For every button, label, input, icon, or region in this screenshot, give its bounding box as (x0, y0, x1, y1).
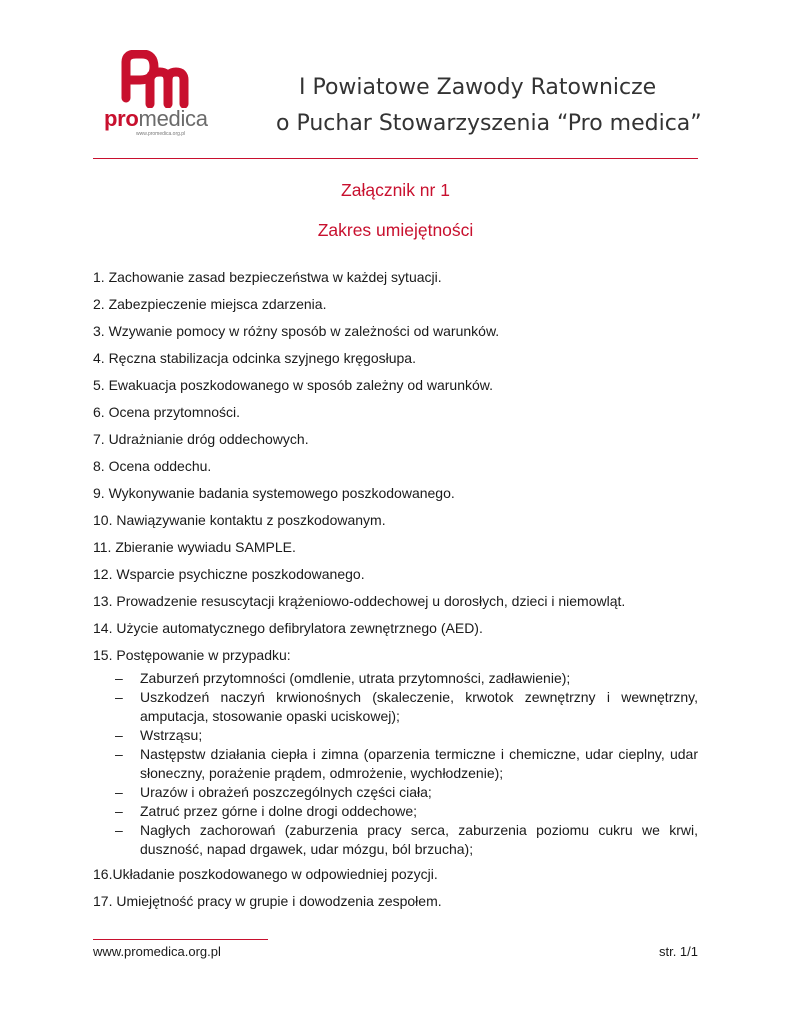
header-title-line1: I Powiatowe Zawody Ratownicze (299, 75, 657, 100)
list-item: 7. Udrażnianie dróg oddechowych. (93, 431, 309, 447)
logo-url: www.promedica.org.pl (136, 131, 186, 137)
list-item: 15. Postępowanie w przypadku: (93, 647, 291, 663)
sub-list-item (115, 802, 698, 821)
list-item: 6. Ocena przytomności. (93, 404, 241, 420)
sub-list-item-text: Zatruć przez górne i dolne drogi oddechowe; (140, 803, 418, 819)
sub-list-item (115, 783, 698, 802)
logo-word-medica: medica (138, 106, 208, 131)
footer-divider (93, 939, 268, 940)
page-number: str. 1/1 (658, 944, 698, 959)
sub-list-item (115, 726, 698, 745)
sub-list-item (115, 669, 698, 688)
annex-subtitle: Zakres umiejętności (317, 220, 474, 240)
dash-bullet: – (115, 727, 123, 743)
dash-bullet: – (115, 670, 123, 686)
list-item: 16.Układanie poszkodowanego w odpowiedniej pozycji. (93, 866, 438, 882)
sub-list-item (115, 821, 698, 859)
dash-bullet: – (115, 689, 123, 705)
sub-list-item-text: Zaburzeń przytomności (omdlenie, utrata przytomności, zadławienie); (140, 670, 571, 686)
logo-word-pro: pro (104, 106, 139, 131)
sub-list-item-text: Następstw działania ciepła i zimna (oparzenia termiczne i chemiczne, udar cieplny, udar słoneczny, porażenie prądem, odmrożenie, wychłodzenie); (140, 746, 698, 781)
list-item: 12. Wsparcie psychiczne poszkodowanego. (93, 566, 365, 582)
dash-bullet: – (115, 822, 123, 838)
sub-list-item (115, 745, 698, 783)
header-title-line2: o Puchar Stowarzyszenia “Pro medica” (276, 111, 702, 136)
list-item: 4. Ręczna stabilizacja odcinka szyjnego kręgosłupa. (93, 350, 416, 366)
skills-list (93, 268, 698, 919)
promedica-logo (104, 50, 208, 140)
list-item: 3. Wzywanie pomocy w różny sposób w zależności od warunków. (93, 323, 500, 339)
list-item: 1. Zachowanie zasad bezpieczeństwa w każdej sytuacji. (93, 269, 442, 285)
list-item: 9. Wykonywanie badania systemowego poszkodowanego. (93, 485, 455, 501)
sub-list-item-text: Uszkodzeń naczyń krwionośnych (skaleczenie, krwotok zewnętrzny i wewnętrzny, amputacja, stosowanie opaski uciskowej); (140, 689, 698, 724)
list-item: 5. Ewakuacja poszkodowanego w sposób zależny od warunków. (93, 377, 494, 393)
sub-list-item-text: Nagłych zachorowań (zaburzenia pracy serca, zaburzenia poziomu cukru we krwi, duszność, napad drgawek, udar mózgu, ból brzucha); (140, 822, 698, 857)
document-header-title (276, 70, 702, 142)
list-item: 11. Zbieranie wywiadu SAMPLE. (93, 539, 296, 555)
sub-list-item (115, 688, 698, 726)
list-item: 17. Umiejętność pracy w grupie i dowodzenia zespołem. (93, 893, 442, 909)
dash-bullet: – (115, 746, 123, 762)
list-item: 2. Zabezpieczenie miejsca zdarzenia. (93, 296, 327, 312)
list-item: 14. Użycie automatycznego defibrylatora zewnętrznego (AED). (93, 620, 483, 636)
sub-list (115, 669, 698, 859)
footer-url: www.promedica.org.pl (93, 944, 221, 959)
dash-bullet: – (115, 784, 123, 800)
sub-list-item-text: Wstrząsu; (140, 727, 203, 743)
pm-monogram-icon (116, 50, 191, 108)
list-item: 8. Ocena oddechu. (93, 458, 212, 474)
sub-list-item-text: Urazów i obrażeń poszczególnych części ciała; (140, 784, 432, 800)
dash-bullet: – (115, 803, 123, 819)
list-item: 13. Prowadzenie resuscytacji krążeniowo-oddechowej u dorosłych, dzieci i niemowląt. (93, 593, 626, 609)
list-item: 10. Nawiązywanie kontaktu z poszkodowanym. (93, 512, 386, 528)
logo-wordmark (104, 107, 208, 131)
annex-title: Załącznik nr 1 (341, 180, 450, 200)
header-divider (93, 158, 698, 159)
